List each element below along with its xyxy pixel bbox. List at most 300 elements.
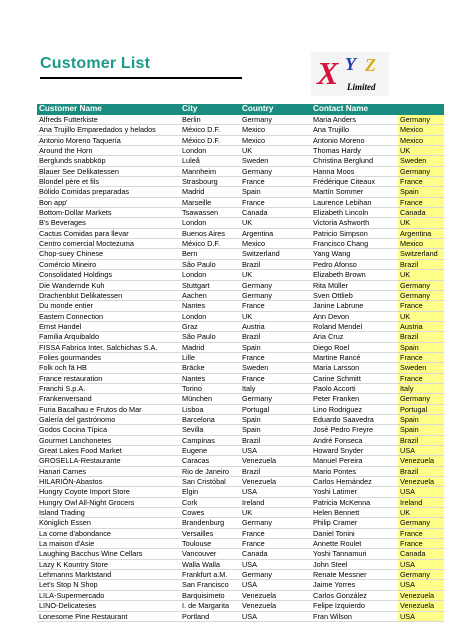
customer-name-cell: Frankenversand — [37, 394, 180, 404]
city-cell: Strasbourg — [180, 177, 240, 187]
country-highlight-cell: UK — [398, 218, 444, 228]
country-highlight-cell: Argentina — [398, 228, 444, 238]
table-row — [37, 383, 444, 393]
table-row — [37, 601, 444, 611]
table-row — [37, 528, 444, 538]
table-row — [37, 414, 444, 424]
country-highlight-cell: France — [398, 539, 444, 549]
country-highlight-cell: Brazil — [398, 435, 444, 445]
table-row — [37, 218, 444, 228]
country-cell: France — [240, 528, 311, 538]
country-highlight-cell: Portugal — [398, 404, 444, 414]
city-cell: Caracas — [180, 456, 240, 466]
customer-name-cell: Alfreds Futterkiste — [37, 115, 180, 125]
customer-name-cell: Let's Stop N Shop — [37, 580, 180, 590]
customer-name-cell: La corne d'abondance — [37, 528, 180, 538]
city-cell: San Cristóbal — [180, 477, 240, 487]
table-row — [37, 156, 444, 166]
contact-name-cell: Roland Mendel — [311, 321, 398, 331]
city-cell: Marseille — [180, 197, 240, 207]
country-cell: Mexico — [240, 135, 311, 145]
city-cell: Mannheim — [180, 166, 240, 176]
table-row — [37, 570, 444, 580]
city-cell: Aachen — [180, 290, 240, 300]
customer-name-cell: France restauration — [37, 373, 180, 383]
city-cell: Barquisimeto — [180, 590, 240, 600]
contact-name-cell: Howard Snyder — [311, 446, 398, 456]
country-cell: USA — [240, 611, 311, 621]
city-cell: Berlin — [180, 115, 240, 125]
city-cell: México D.F. — [180, 239, 240, 249]
customer-name-cell: Eastern Connection — [37, 311, 180, 321]
city-cell: Bräcke — [180, 363, 240, 373]
city-cell: São Paulo — [180, 259, 240, 269]
country-highlight-cell: Canada — [398, 549, 444, 559]
customer-name-cell: Godos Cocina Típica — [37, 425, 180, 435]
contact-name-cell: Aria Cruz — [311, 332, 398, 342]
country-highlight-cell: France — [398, 177, 444, 187]
customer-name-cell: Gourmet Lanchonetes — [37, 435, 180, 445]
table-row — [37, 497, 444, 507]
country-cell: Argentina — [240, 228, 311, 238]
table-row — [37, 208, 444, 218]
table-row — [37, 487, 444, 497]
contact-name-cell: Philip Cramer — [311, 518, 398, 528]
contact-name-cell: Janine Labrune — [311, 301, 398, 311]
city-cell: Sevilla — [180, 425, 240, 435]
contact-name-cell: Carine Schmitt — [311, 373, 398, 383]
table-row — [37, 290, 444, 300]
country-cell: Venezuela — [240, 601, 311, 611]
contact-name-cell: Patricio Simpson — [311, 228, 398, 238]
contact-name-cell: Laurence Lebihan — [311, 197, 398, 207]
country-cell: Germany — [240, 518, 311, 528]
country-cell: Brazil — [240, 332, 311, 342]
country-cell: Venezuela — [240, 456, 311, 466]
city-cell: London — [180, 218, 240, 228]
country-cell: USA — [240, 487, 311, 497]
table-row — [37, 559, 444, 569]
city-cell: München — [180, 394, 240, 404]
country-cell: UK — [240, 146, 311, 156]
contact-name-cell: Sven Ottlieb — [311, 290, 398, 300]
table-row — [37, 177, 444, 187]
table-row — [37, 549, 444, 559]
country-highlight-cell: USA — [398, 580, 444, 590]
country-highlight-cell: Sweden — [398, 156, 444, 166]
contact-name-cell: Annette Roulet — [311, 539, 398, 549]
table-row — [37, 332, 444, 342]
country-highlight-cell: USA — [398, 611, 444, 621]
country-cell: Spain — [240, 342, 311, 352]
country-highlight-cell: Spain — [398, 414, 444, 424]
city-cell: Rio de Janeiro — [180, 466, 240, 476]
contact-name-cell: Peter Franken — [311, 394, 398, 404]
country-highlight-cell: USA — [398, 559, 444, 569]
country-cell: Sweden — [240, 363, 311, 373]
contact-name-cell: Carlos Hernández — [311, 477, 398, 487]
country-cell: France — [240, 301, 311, 311]
table-row — [37, 135, 444, 145]
table-row — [37, 363, 444, 373]
company-logo — [311, 52, 389, 96]
contact-name-cell: John Steel — [311, 559, 398, 569]
country-cell: France — [240, 197, 311, 207]
country-highlight-cell: Canada — [398, 208, 444, 218]
customer-name-cell: Lehmanns Marktstand — [37, 570, 180, 580]
customer-name-cell: Furia Bacalhau e Frutos do Mar — [37, 404, 180, 414]
country-cell: Mexico — [240, 239, 311, 249]
customer-name-cell: B's Beverages — [37, 218, 180, 228]
contact-name-cell: Elizabeth Brown — [311, 270, 398, 280]
table-row — [37, 539, 444, 549]
table-row — [37, 518, 444, 528]
customer-name-cell: Island Trading — [37, 508, 180, 518]
contact-name-cell: Ana Trujillo — [311, 125, 398, 135]
country-highlight-cell: Mexico — [398, 239, 444, 249]
contact-name-cell: Daniel Tonini — [311, 528, 398, 538]
country-cell: Germany — [240, 166, 311, 176]
contact-name-cell: Martín Sommer — [311, 187, 398, 197]
city-cell: I. de Margarita — [180, 601, 240, 611]
contact-name-cell: Patricia McKenna — [311, 497, 398, 507]
country-highlight-cell: Sweden — [398, 363, 444, 373]
country-cell: Canada — [240, 549, 311, 559]
contact-name-cell: Thomas Hardy — [311, 146, 398, 156]
country-cell: Germany — [240, 280, 311, 290]
city-cell: London — [180, 311, 240, 321]
contact-name-cell: Lino Rodriguez — [311, 404, 398, 414]
country-highlight-cell: Venezuela — [398, 456, 444, 466]
city-cell: México D.F. — [180, 125, 240, 135]
table-row — [37, 404, 444, 414]
column-header-contact-name: Contact Name — [311, 104, 398, 115]
country-highlight-cell: Ireland — [398, 497, 444, 507]
contact-name-cell: Felipe Izquierdo — [311, 601, 398, 611]
table-row — [37, 259, 444, 269]
logo-caption: Limited — [347, 82, 376, 92]
table-row — [37, 321, 444, 331]
customer-name-cell: LINO-Delicateses — [37, 601, 180, 611]
country-cell: Germany — [240, 394, 311, 404]
country-highlight-cell: Germany — [398, 394, 444, 404]
country-cell: Venezuela — [240, 590, 311, 600]
customer-table — [37, 104, 444, 622]
customer-name-cell: La maison d'Asie — [37, 539, 180, 549]
customer-name-cell: Bólido Comidas preparadas — [37, 187, 180, 197]
city-cell: Lille — [180, 352, 240, 362]
country-cell: Switzerland — [240, 249, 311, 259]
contact-name-cell: Renate Messner — [311, 570, 398, 580]
country-highlight-cell: UK — [398, 146, 444, 156]
country-cell: Spain — [240, 187, 311, 197]
contact-name-cell: Francisco Chang — [311, 239, 398, 249]
country-cell: USA — [240, 580, 311, 590]
city-cell: Madrid — [180, 342, 240, 352]
contact-name-cell: Yang Wang — [311, 249, 398, 259]
country-cell: UK — [240, 311, 311, 321]
country-highlight-cell: Brazil — [398, 332, 444, 342]
country-highlight-cell: Spain — [398, 187, 444, 197]
country-cell: France — [240, 539, 311, 549]
customer-name-cell: Familia Arquibaldo — [37, 332, 180, 342]
column-header-customer-name: Customer Name — [37, 104, 180, 115]
country-highlight-cell: Austria — [398, 321, 444, 331]
table-row — [37, 270, 444, 280]
customer-name-cell: Blondel père et fils — [37, 177, 180, 187]
city-cell: Toulouse — [180, 539, 240, 549]
city-cell: Torino — [180, 383, 240, 393]
table-row — [37, 228, 444, 238]
customer-name-cell: FISSA Fabrica Inter. Salchichas S.A. — [37, 342, 180, 352]
city-cell: Buenos Aires — [180, 228, 240, 238]
contact-name-cell: André Fonseca — [311, 435, 398, 445]
country-cell: Germany — [240, 115, 311, 125]
logo-letter-z: Z — [365, 55, 376, 75]
customer-name-cell: LILA-Supermercado — [37, 590, 180, 600]
table-body — [37, 115, 444, 622]
table-row — [37, 590, 444, 600]
logo-letter-x: X — [317, 55, 339, 91]
contact-name-cell: Yoshi Latimer — [311, 487, 398, 497]
country-highlight-cell: France — [398, 528, 444, 538]
city-cell: Bern — [180, 249, 240, 259]
contact-name-cell: Carlos González — [311, 590, 398, 600]
customer-name-cell: GROSELLA-Restaurante — [37, 456, 180, 466]
customer-name-cell: Folies gourmandes — [37, 352, 180, 362]
customer-name-cell: Hungry Owl All-Night Grocers — [37, 497, 180, 507]
country-cell: UK — [240, 270, 311, 280]
table-row — [37, 166, 444, 176]
table-row — [37, 187, 444, 197]
country-highlight-cell: France — [398, 352, 444, 362]
contact-name-cell: Diego Roel — [311, 342, 398, 352]
city-cell: Cowes — [180, 508, 240, 518]
city-cell: Graz — [180, 321, 240, 331]
country-highlight-cell: Brazil — [398, 466, 444, 476]
contact-name-cell: Maria Larsson — [311, 363, 398, 373]
city-cell: Walla Walla — [180, 559, 240, 569]
country-cell: Sweden — [240, 156, 311, 166]
customer-name-cell: Bon app' — [37, 197, 180, 207]
customer-name-cell: Blauer See Delikatessen — [37, 166, 180, 176]
country-cell: Brazil — [240, 259, 311, 269]
table-row — [37, 125, 444, 135]
customer-name-cell: Lonesome Pine Restaurant — [37, 611, 180, 621]
contact-name-cell: Maria Anders — [311, 115, 398, 125]
table-row — [37, 197, 444, 207]
country-cell: Germany — [240, 570, 311, 580]
city-cell: México D.F. — [180, 135, 240, 145]
customer-name-cell: Great Lakes Food Market — [37, 446, 180, 456]
contact-name-cell: Jaime Yorres — [311, 580, 398, 590]
customer-name-cell: Centro comercial Moctezuma — [37, 239, 180, 249]
customer-name-cell: Laughing Bacchus Wine Cellars — [37, 549, 180, 559]
country-highlight-cell: USA — [398, 487, 444, 497]
contact-name-cell: Pedro Afonso — [311, 259, 398, 269]
page-title: Customer List — [40, 55, 151, 72]
country-highlight-cell: UK — [398, 311, 444, 321]
customer-name-cell: Cactus Comidas para llevar — [37, 228, 180, 238]
table-row — [37, 280, 444, 290]
customer-name-cell: Comércio Mineiro — [37, 259, 180, 269]
country-cell: Brazil — [240, 435, 311, 445]
column-header-country-highlight — [398, 104, 444, 115]
country-cell: USA — [240, 559, 311, 569]
column-header-country: Country — [240, 104, 311, 115]
table-row — [37, 249, 444, 259]
country-highlight-cell: Italy — [398, 383, 444, 393]
customer-name-cell: Ana Trujillo Emparedados y helados — [37, 125, 180, 135]
country-highlight-cell: UK — [398, 508, 444, 518]
customer-name-cell: Königlich Essen — [37, 518, 180, 528]
contact-name-cell: Frédérique Citeaux — [311, 177, 398, 187]
country-cell: Canada — [240, 208, 311, 218]
contact-name-cell: Eduardo Saavedra — [311, 414, 398, 424]
customer-name-cell: Lazy K Kountry Store — [37, 559, 180, 569]
country-cell: France — [240, 373, 311, 383]
country-cell: Spain — [240, 414, 311, 424]
country-highlight-cell: Mexico — [398, 125, 444, 135]
city-cell: Nantes — [180, 301, 240, 311]
contact-name-cell: Manuel Pereira — [311, 456, 398, 466]
contact-name-cell: Antonio Moreno — [311, 135, 398, 145]
country-cell: Italy — [240, 383, 311, 393]
contact-name-cell: José Pedro Freyre — [311, 425, 398, 435]
city-cell: Eugene — [180, 446, 240, 456]
country-cell: Germany — [240, 290, 311, 300]
country-highlight-cell: Brazil — [398, 259, 444, 269]
country-highlight-cell: Venezuela — [398, 590, 444, 600]
country-cell: France — [240, 352, 311, 362]
table-row — [37, 146, 444, 156]
table-row — [37, 435, 444, 445]
country-cell: UK — [240, 508, 311, 518]
city-cell: Stuttgart — [180, 280, 240, 290]
customer-name-cell: Die Wandernde Kuh — [37, 280, 180, 290]
table-row — [37, 456, 444, 466]
table-row — [37, 115, 444, 125]
country-highlight-cell: Germany — [398, 518, 444, 528]
contact-name-cell: Rita Müller — [311, 280, 398, 290]
table-row — [37, 394, 444, 404]
table-row — [37, 373, 444, 383]
customer-name-cell: Drachenblut Delikatessen — [37, 290, 180, 300]
country-cell: Brazil — [240, 466, 311, 476]
country-highlight-cell: Spain — [398, 425, 444, 435]
xyz-logo-graphic — [311, 52, 389, 96]
logo-letter-y: Y — [345, 54, 356, 74]
table-row — [37, 466, 444, 476]
customer-name-cell: Du monde entier — [37, 301, 180, 311]
country-cell: France — [240, 177, 311, 187]
city-cell: Lisboa — [180, 404, 240, 414]
customer-name-cell: Chop-suey Chinese — [37, 249, 180, 259]
country-highlight-cell: Germany — [398, 166, 444, 176]
table-header-row — [37, 104, 444, 115]
city-cell: London — [180, 146, 240, 156]
city-cell: Madrid — [180, 187, 240, 197]
city-cell: São Paulo — [180, 332, 240, 342]
country-cell: Ireland — [240, 497, 311, 507]
country-highlight-cell: Germany — [398, 290, 444, 300]
column-header-city: City — [180, 104, 240, 115]
table-row — [37, 342, 444, 352]
contact-name-cell: Paolo Accorti — [311, 383, 398, 393]
contact-name-cell: Victoria Ashworth — [311, 218, 398, 228]
city-cell: Campinas — [180, 435, 240, 445]
contact-name-cell: Martine Rancé — [311, 352, 398, 362]
country-cell: Mexico — [240, 125, 311, 135]
contact-name-cell: Helen Bennett — [311, 508, 398, 518]
country-cell: Portugal — [240, 404, 311, 414]
country-highlight-cell: Mexico — [398, 135, 444, 145]
country-cell: USA — [240, 446, 311, 456]
country-highlight-cell: France — [398, 301, 444, 311]
city-cell: Elgin — [180, 487, 240, 497]
title-underline — [40, 77, 242, 79]
city-cell: Brandenburg — [180, 518, 240, 528]
country-highlight-cell: Venezuela — [398, 601, 444, 611]
city-cell: Luleå — [180, 156, 240, 166]
table-row — [37, 446, 444, 456]
country-cell: Venezuela — [240, 477, 311, 487]
country-highlight-cell: Germany — [398, 115, 444, 125]
customer-name-cell: Consolidated Holdings — [37, 270, 180, 280]
contact-name-cell: Christina Berglund — [311, 156, 398, 166]
customer-name-cell: Ernst Handel — [37, 321, 180, 331]
country-highlight-cell: Switzerland — [398, 249, 444, 259]
contact-name-cell: Yoshi Tannamuri — [311, 549, 398, 559]
city-cell: Cork — [180, 497, 240, 507]
table-row — [37, 425, 444, 435]
country-highlight-cell: UK — [398, 270, 444, 280]
contact-name-cell: Mario Pontes — [311, 466, 398, 476]
customer-name-cell: Hungry Coyote Import Store — [37, 487, 180, 497]
country-highlight-cell: Germany — [398, 280, 444, 290]
city-cell: Vancouver — [180, 549, 240, 559]
country-cell: Spain — [240, 425, 311, 435]
table-row — [37, 311, 444, 321]
country-highlight-cell: France — [398, 373, 444, 383]
contact-name-cell: Elizabeth Lincoln — [311, 208, 398, 218]
table-row — [37, 580, 444, 590]
city-cell: Portland — [180, 611, 240, 621]
customer-name-cell: Bottom-Dollar Markets — [37, 208, 180, 218]
country-highlight-cell: Germany — [398, 570, 444, 580]
contact-name-cell: Ann Devon — [311, 311, 398, 321]
table-row — [37, 239, 444, 249]
country-cell: UK — [240, 218, 311, 228]
country-highlight-cell: USA — [398, 446, 444, 456]
table-row — [37, 611, 444, 621]
customer-name-cell: HILARIÓN-Abastos — [37, 477, 180, 487]
city-cell: Barcelona — [180, 414, 240, 424]
country-highlight-cell: France — [398, 197, 444, 207]
contact-name-cell: Hanna Moos — [311, 166, 398, 176]
customer-name-cell: Folk och fä HB — [37, 363, 180, 373]
table-row — [37, 352, 444, 362]
country-cell: Austria — [240, 321, 311, 331]
customer-name-cell: Berglunds snabbköp — [37, 156, 180, 166]
customer-name-cell: Franchi S.p.A. — [37, 383, 180, 393]
customer-name-cell: Galería del gastrónomo — [37, 414, 180, 424]
country-highlight-cell: Venezuela — [398, 477, 444, 487]
customer-name-cell: Antonio Moreno Taquería — [37, 135, 180, 145]
city-cell: San Francisco — [180, 580, 240, 590]
customer-name-cell: Around the Horn — [37, 146, 180, 156]
city-cell: Versailles — [180, 528, 240, 538]
